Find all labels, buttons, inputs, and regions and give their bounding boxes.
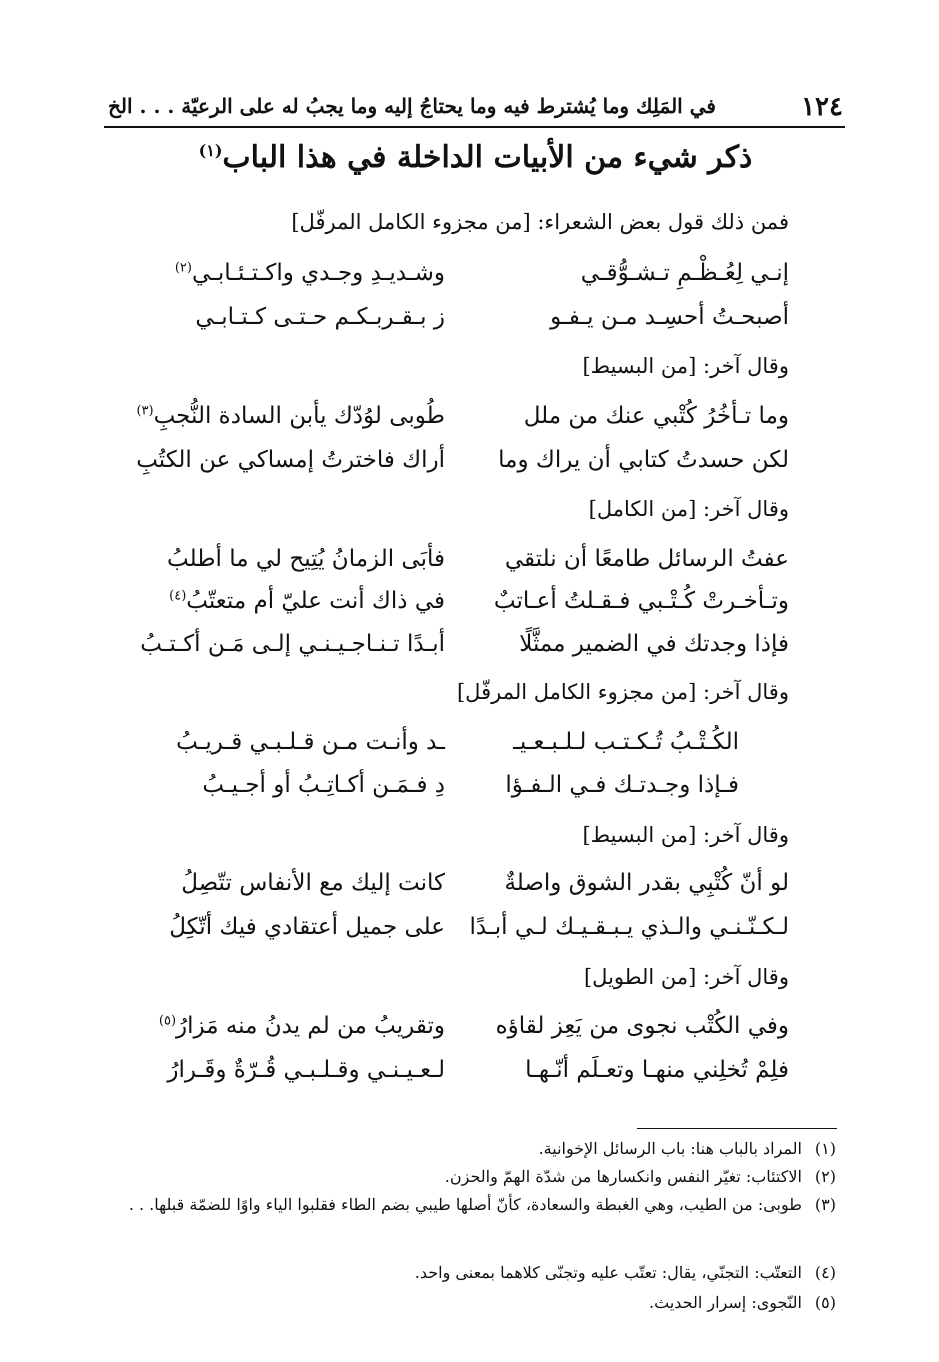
poem-intro: وقال آخر: [من الطويل]: [583, 965, 789, 989]
footnote-number: (٣): [814, 1195, 836, 1214]
verse-hemistich-left: لـعـيـنـي وقـلـبـي قُـرّةٌ وقَـرارُ: [167, 1057, 445, 1083]
footnote-text: التعتّب: التجنّي، يقال: تعتّب عليه وتجنّى كلاهما بمعنى واحد.: [414, 1263, 802, 1282]
verse-hemistich-right: فلِمْ تُخلِني منهـا وتعـلَم أنّـهـا: [525, 1057, 789, 1083]
verse-hemistich-left: على جميل أعتقادي فيك أتّكِلُ: [169, 914, 445, 940]
poem-intro: وقال آخر: [من البسيط]: [582, 823, 789, 847]
footnote: [96, 1289, 836, 1317]
verse-hemistich-right: فإذا وجدتك في الضمير ممثَّلًا: [519, 631, 789, 657]
poem-intro: وقال آخر: [من الكامل]: [588, 497, 789, 521]
running-title: في المَلِك وما يُشترط فيه وما يحتاجُ إليه وما يجبُ له على الرعيّة . . . الخ: [108, 94, 716, 118]
verse-hemistich-left: وشـديـدِ وجـدي واكـتـئـابـي$^{(٢)}$: [174, 260, 445, 286]
poem-intro: وقال آخر: [من مجزوء الكامل المرفّل]: [456, 680, 789, 704]
verse-hemistich-left: ز بـقـربـكـم حـتـى كـتـابـي: [195, 304, 445, 330]
footnote-number: (١): [814, 1139, 836, 1158]
verse-hemistich-right: فـإذا وجـدتـك فـي الـفـؤا: [505, 772, 739, 798]
verse-hemistich-left: فأبَى الزمانُ يُتِيح لي ما أطلبُ: [167, 546, 445, 572]
verse-hemistich-left: كانت إليك مع الأنفاس تتّصِلُ: [181, 870, 445, 896]
footnote-text: الاكتئاب: تغيّر النفس وانكسارها من شدّة الهمّ والحزن.: [444, 1167, 802, 1186]
footnote-ref: (٥): [158, 1013, 177, 1029]
footnote: [96, 1259, 836, 1287]
footnote: [96, 1135, 836, 1163]
verse-hemistich-right: عفتُ الرسائل طامعًا أن نلتقي: [504, 546, 789, 572]
footnote-number: (٢): [814, 1167, 836, 1186]
verse-hemistich-right: لو أنّ كُتْبِي بقدر الشوق واصلةٌ: [504, 870, 789, 896]
verse-hemistich-left: وتقريبُ من لم يدنُ منه مَزارُ$^{(٥)}$: [158, 1013, 445, 1039]
verse-hemistich-left: طُوبى لوُدّك يأبن السادة النُّجبِ$^{(٣)}$: [136, 403, 445, 429]
footnote-text: طوبى: من الطيب، وهي الغبطة والسعادة، كأنّ أصلها طيبي بضم الطاء فقلبوا الياء واوًا للضمّة قبلها. . .: [128, 1195, 802, 1214]
verse-hemistich-right: لكن حسدتُ كتابي أن يراك وما: [498, 447, 789, 473]
page-number: ١٢٤: [801, 92, 843, 122]
verse-hemistich-right: وتـأخـرتْ كُـتْـبي فـقـلتُ أعـاتبٌ: [493, 588, 789, 614]
verse-hemistich-right: أصبحـتُ أحسِـد مـن يـفـو: [550, 304, 789, 330]
verse-hemistich-right: لـكـنّـنـي والـذي يـبـقـيـك لـي أبـدًا: [469, 914, 789, 940]
footnote-text: المراد بالباب هنا: باب الرسائل الإخوانية.: [538, 1139, 802, 1158]
footnote: [96, 1191, 836, 1219]
footnote: [96, 1163, 836, 1191]
footnote-number: (٤): [814, 1263, 836, 1282]
verse-hemistich-right: إنـي لِعُـظْـمِ تـشـوُّقـي: [580, 260, 789, 286]
footnote-rule: [637, 1128, 837, 1129]
footnote-ref: (٣): [136, 403, 154, 419]
verse-hemistich-right: وما تـأخُرُ كُتْبي عنك من ملل: [523, 403, 789, 429]
header-rule: [104, 126, 845, 128]
verse-hemistich-left: في ذاك أنت عليّ أم متعتّبُ$^{(٤)}$: [169, 588, 445, 614]
verse-hemistich-right: وفي الكُتْب نجوى من يَعِز لقاؤه: [495, 1013, 789, 1039]
footnote-number: (٥): [814, 1293, 836, 1312]
section-title-text: ذكر شيء من الأبيات الداخلة في هذا الباب: [222, 140, 753, 175]
title-footnote-ref: (١): [198, 141, 223, 160]
footnote-ref: (٢): [174, 260, 192, 276]
verse-hemistich-left: أراك فاخترتُ إمساكي عن الكتُبِ: [136, 447, 445, 473]
footnote-ref: (٤): [169, 588, 187, 604]
verse-hemistich-left: ـد وأنـت مـن قـلـبـي قـريـبُ: [176, 729, 445, 755]
page-header: [108, 86, 843, 124]
poem-intro: فمن ذلك قول بعض الشعراء: [من مجزوء الكامل المرفّل]: [291, 210, 789, 234]
verse-hemistich-right: الكُـتْـبُ تُـكـتـب لـلـبـعـيـ: [513, 729, 739, 755]
verse-hemistich-left: أبـدًا تـنـاجـيـنـي إلـى مَـن أكـتـبُ: [140, 631, 445, 657]
poem-intro: وقال آخر: [من البسيط]: [582, 354, 789, 378]
verse-hemistich-left: دِ فـمَـن أكـاتِـبُ أو أجـيـبُ: [202, 772, 445, 798]
section-title: [108, 140, 843, 175]
footnote-text: النّجوى: إسرار الحديث.: [649, 1293, 802, 1312]
